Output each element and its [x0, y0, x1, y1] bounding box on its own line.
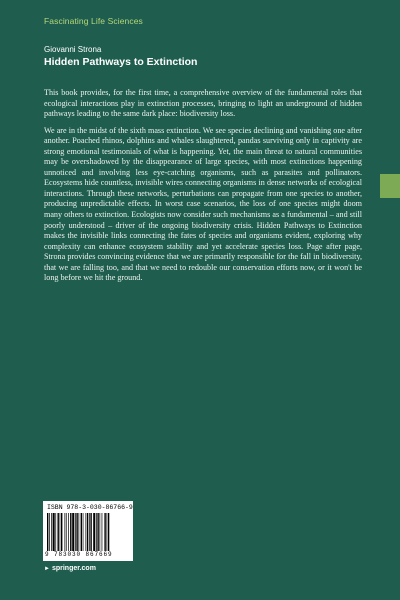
barcode-stripe — [90, 513, 91, 551]
barcode-icon — [47, 513, 129, 551]
blurb-paragraph-main: We are in the midst of the sixth mass extinction. We see species declining and vanishing one after another. Poached rhinos, dolphins and whales slaughtered, pandas surviving only in captivity are strong emotional testimonials of what is happening. Yet, the main threat to natural communities may be overshadowed by the disappearance of large species, with most extinctions happening unnoticed and involving less eye-catching organisms, such as parasites and pollinators. Ecosystems hide countless, invisible wires connecting organisms in dense networks of ecological interactions. Through these networks, perturbations can propagate from one species to another, producing unpredictable effects. In worst case scenarios, the loss of one species might doom many others to extinction. Ecologists now consider such mechanisms as a fundamental – and still poorly understood – driver of the ongoing biodiversity crisis. Hidden Pathways to Extinction makes the invisible links connecting the fates of species and organisms evident, exploring why complexity can enhance ecosystem stability and yet accelerate species loss. Page after page, Strona provides convincing evidence that we are primarily responsible for the fall in biodiversity, that we are falling too, and that we need to redouble our conservation efforts now, or it won't be long before we hit the ground. — [44, 125, 362, 283]
barcode-stripe — [79, 513, 80, 551]
barcode-stripe — [86, 513, 87, 551]
blurb — [44, 88, 362, 290]
book-title: Hidden Pathways to Extinction — [44, 56, 198, 68]
barcode-stripe — [55, 513, 56, 551]
barcode-panel — [43, 501, 133, 561]
barcode-stripe — [68, 513, 69, 551]
barcode-stripe — [89, 513, 90, 551]
barcode-stripe — [60, 513, 61, 551]
barcode-stripe — [47, 513, 48, 551]
barcode-stripe — [102, 513, 103, 551]
barcode-stripe — [97, 513, 98, 551]
barcode-stripe — [87, 513, 88, 551]
barcode-stripe — [61, 513, 62, 551]
blurb-paragraph-intro: This book provides, for the first time, a comprehensive overview of the fundamental roles that ecological interactions play in extinction processes, bringing to light an underground of hidden pathways leading to the same dark place: biodiversity loss. — [44, 88, 362, 119]
publisher-url: springer.com — [51, 565, 96, 572]
isbn-label: ISBN 978-3-030-86766-9 — [47, 504, 133, 511]
author-name: Giovanni Strona — [44, 45, 102, 54]
barcode-stripe — [83, 513, 84, 551]
barcode-stripe — [81, 513, 82, 551]
barcode-stripe — [49, 513, 50, 551]
barcode-stripe — [58, 513, 59, 551]
barcode-stripe — [75, 513, 76, 551]
barcode-stripe — [65, 513, 66, 551]
barcode-stripe — [51, 513, 52, 551]
barcode-stripe — [96, 513, 97, 551]
barcode-digits: 9 783030 867669 — [45, 551, 113, 558]
barcode-stripe — [76, 513, 77, 551]
barcode-stripe — [93, 513, 95, 551]
arrow-right-icon: ► — [44, 565, 50, 572]
barcode-stripe — [53, 513, 55, 551]
barcode-stripe — [66, 513, 67, 551]
barcode-stripe — [70, 513, 71, 551]
series-name: Fascinating Life Sciences — [44, 16, 143, 26]
barcode-stripe — [72, 513, 74, 551]
barcode-stripe — [107, 513, 108, 551]
side-color-tab — [380, 174, 400, 198]
barcode-stripe — [108, 513, 109, 551]
barcode-stripe — [104, 513, 105, 551]
barcode-stripe — [100, 513, 101, 551]
publisher-link[interactable] — [44, 565, 96, 572]
